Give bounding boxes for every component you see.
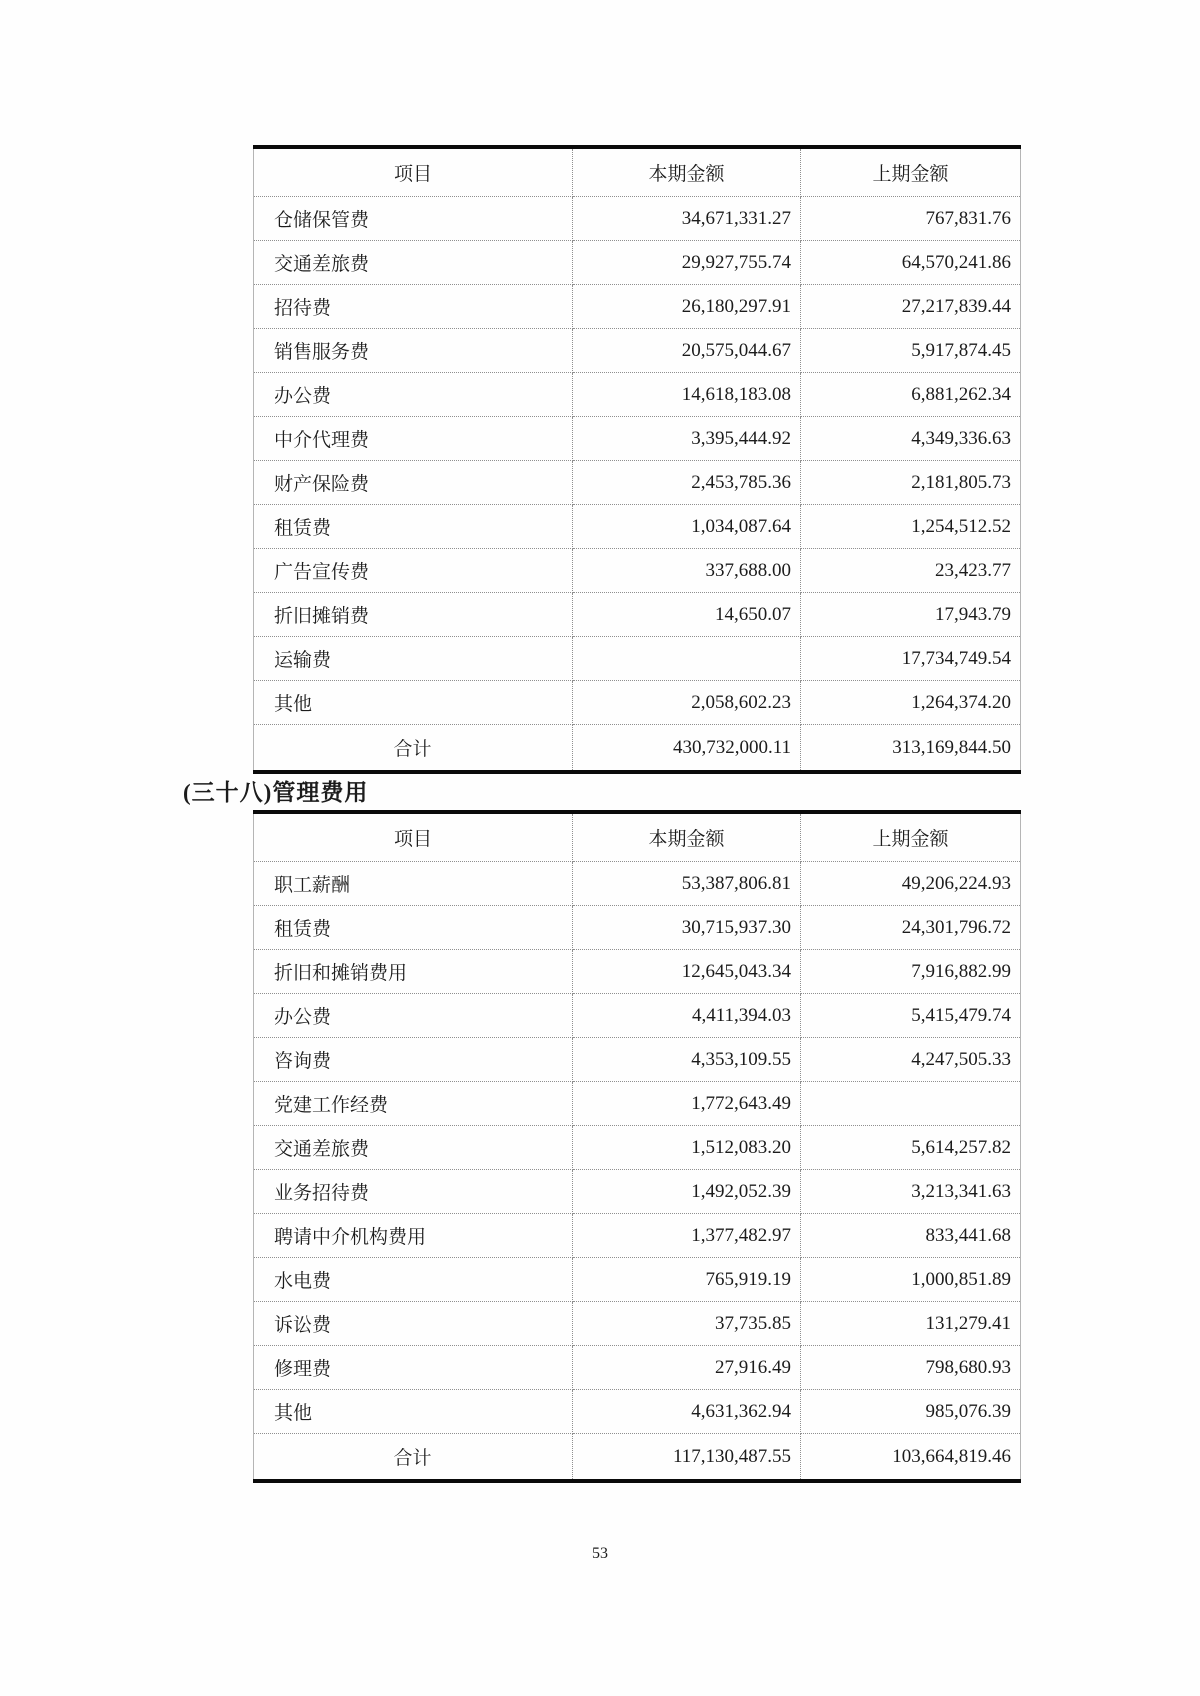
current-period-amount-cell: 2,453,785.36: [573, 461, 801, 505]
current-period-amount-cell: 1,772,643.49: [573, 1082, 801, 1126]
table-row: [254, 593, 1021, 637]
prior-period-amount-cell: 24,301,796.72: [801, 906, 1021, 950]
row-label-cell: 业务招待费: [254, 1170, 573, 1214]
current-period-amount-cell: 30,715,937.30: [573, 906, 801, 950]
row-label-cell: 租赁费: [254, 906, 573, 950]
table-total-row: [254, 725, 1021, 773]
row-label-cell: 广告宣传费: [254, 549, 573, 593]
table-row: [254, 1082, 1021, 1126]
table-row: [254, 417, 1021, 461]
table-row: [254, 994, 1021, 1038]
prior-period-amount-cell: 1,264,374.20: [801, 681, 1021, 725]
current-period-amount-cell: 29,927,755.74: [573, 241, 801, 285]
row-label-cell: 职工薪酬: [254, 862, 573, 906]
row-label-cell: 财产保险费: [254, 461, 573, 505]
row-label-cell: 销售服务费: [254, 329, 573, 373]
current-period-amount-cell: 117,130,487.55: [573, 1434, 801, 1482]
prior-period-amount-cell: 1,254,512.52: [801, 505, 1021, 549]
table-row: [254, 373, 1021, 417]
row-label-cell: 咨询费: [254, 1038, 573, 1082]
row-label-cell: 折旧摊销费: [254, 593, 573, 637]
current-period-amount-cell: 337,688.00: [573, 549, 801, 593]
table-row: [254, 1258, 1021, 1302]
prior-period-amount-cell: 798,680.93: [801, 1346, 1021, 1390]
total-label-cell: 合计: [254, 1434, 573, 1482]
total-label-cell: 合计: [254, 725, 573, 773]
prior-period-amount-cell: 3,213,341.63: [801, 1170, 1021, 1214]
row-label-cell: 租赁费: [254, 505, 573, 549]
current-period-amount-cell: 37,735.85: [573, 1302, 801, 1346]
row-label-cell: 交通差旅费: [254, 1126, 573, 1170]
prior-period-amount-cell: 4,247,505.33: [801, 1038, 1021, 1082]
prior-period-amount-cell: 313,169,844.50: [801, 725, 1021, 773]
section-heading-admin-expenses: (三十八)管理费用: [183, 780, 369, 805]
current-period-amount-cell: 765,919.19: [573, 1258, 801, 1302]
column-header: 上期金额: [801, 147, 1021, 197]
current-period-amount-cell: 26,180,297.91: [573, 285, 801, 329]
current-period-amount-cell: 430,732,000.11: [573, 725, 801, 773]
table-row: [254, 950, 1021, 994]
table-row: [254, 197, 1021, 241]
prior-period-amount-cell: 103,664,819.46: [801, 1434, 1021, 1482]
current-period-amount-cell: 53,387,806.81: [573, 862, 801, 906]
prior-period-amount-cell: 833,441.68: [801, 1214, 1021, 1258]
current-period-amount-cell: 1,492,052.39: [573, 1170, 801, 1214]
table-row: [254, 1302, 1021, 1346]
table-row: [254, 329, 1021, 373]
current-period-amount-cell: 14,618,183.08: [573, 373, 801, 417]
prior-period-amount-cell: 49,206,224.93: [801, 862, 1021, 906]
current-period-amount-cell: 4,631,362.94: [573, 1390, 801, 1434]
table-row: [254, 906, 1021, 950]
row-label-cell: 其他: [254, 681, 573, 725]
table-row: [254, 1214, 1021, 1258]
row-label-cell: 其他: [254, 1390, 573, 1434]
row-label-cell: 运输费: [254, 637, 573, 681]
page-number: 53: [592, 1545, 608, 1562]
prior-period-amount-cell: 767,831.76: [801, 197, 1021, 241]
row-label-cell: 仓储保管费: [254, 197, 573, 241]
table-row: [254, 461, 1021, 505]
table-row: [254, 241, 1021, 285]
row-label-cell: 中介代理费: [254, 417, 573, 461]
prior-period-amount-cell: 64,570,241.86: [801, 241, 1021, 285]
column-header: 项目: [254, 812, 573, 862]
table-row: [254, 1038, 1021, 1082]
table-row: [254, 862, 1021, 906]
current-period-amount-cell: 1,377,482.97: [573, 1214, 801, 1258]
prior-period-amount-cell: 6,881,262.34: [801, 373, 1021, 417]
current-period-amount-cell: [573, 637, 801, 681]
prior-period-amount-cell: 23,423.77: [801, 549, 1021, 593]
row-label-cell: 修理费: [254, 1346, 573, 1390]
row-label-cell: 水电费: [254, 1258, 573, 1302]
prior-period-amount-cell: 17,734,749.54: [801, 637, 1021, 681]
current-period-amount-cell: 4,353,109.55: [573, 1038, 801, 1082]
table-row: [254, 1346, 1021, 1390]
table-total-row: [254, 1434, 1021, 1482]
prior-period-amount-cell: 17,943.79: [801, 593, 1021, 637]
table-row: [254, 1126, 1021, 1170]
current-period-amount-cell: 1,034,087.64: [573, 505, 801, 549]
column-header: 本期金额: [573, 812, 801, 862]
current-period-amount-cell: 27,916.49: [573, 1346, 801, 1390]
row-label-cell: 办公费: [254, 994, 573, 1038]
current-period-amount-cell: 1,512,083.20: [573, 1126, 801, 1170]
current-period-amount-cell: 4,411,394.03: [573, 994, 801, 1038]
row-label-cell: 诉讼费: [254, 1302, 573, 1346]
column-header: 项目: [254, 147, 573, 197]
prior-period-amount-cell: 131,279.41: [801, 1302, 1021, 1346]
prior-period-amount-cell: 7,916,882.99: [801, 950, 1021, 994]
prior-period-amount-cell: [801, 1082, 1021, 1126]
table-row: [254, 1390, 1021, 1434]
prior-period-amount-cell: 985,076.39: [801, 1390, 1021, 1434]
current-period-amount-cell: 14,650.07: [573, 593, 801, 637]
table-row: [254, 505, 1021, 549]
prior-period-amount-cell: 4,349,336.63: [801, 417, 1021, 461]
prior-period-amount-cell: 1,000,851.89: [801, 1258, 1021, 1302]
current-period-amount-cell: 20,575,044.67: [573, 329, 801, 373]
prior-period-amount-cell: 27,217,839.44: [801, 285, 1021, 329]
current-period-amount-cell: 2,058,602.23: [573, 681, 801, 725]
row-label-cell: 聘请中介机构费用: [254, 1214, 573, 1258]
prior-period-amount-cell: 2,181,805.73: [801, 461, 1021, 505]
selling-expenses-table: [253, 145, 1021, 774]
row-label-cell: 招待费: [254, 285, 573, 329]
table-row: [254, 549, 1021, 593]
row-label-cell: 折旧和摊销费用: [254, 950, 573, 994]
current-period-amount-cell: 3,395,444.92: [573, 417, 801, 461]
row-label-cell: 办公费: [254, 373, 573, 417]
admin-expenses-table: [253, 810, 1021, 1483]
current-period-amount-cell: 34,671,331.27: [573, 197, 801, 241]
table-row: [254, 1170, 1021, 1214]
prior-period-amount-cell: 5,917,874.45: [801, 329, 1021, 373]
row-label-cell: 党建工作经费: [254, 1082, 573, 1126]
row-label-cell: 交通差旅费: [254, 241, 573, 285]
table-row: [254, 637, 1021, 681]
table-header-row: [254, 147, 1021, 197]
current-period-amount-cell: 12,645,043.34: [573, 950, 801, 994]
table-row: [254, 285, 1021, 329]
column-header: 本期金额: [573, 147, 801, 197]
prior-period-amount-cell: 5,415,479.74: [801, 994, 1021, 1038]
table-header-row: [254, 812, 1021, 862]
prior-period-amount-cell: 5,614,257.82: [801, 1126, 1021, 1170]
column-header: 上期金额: [801, 812, 1021, 862]
table-row: [254, 681, 1021, 725]
